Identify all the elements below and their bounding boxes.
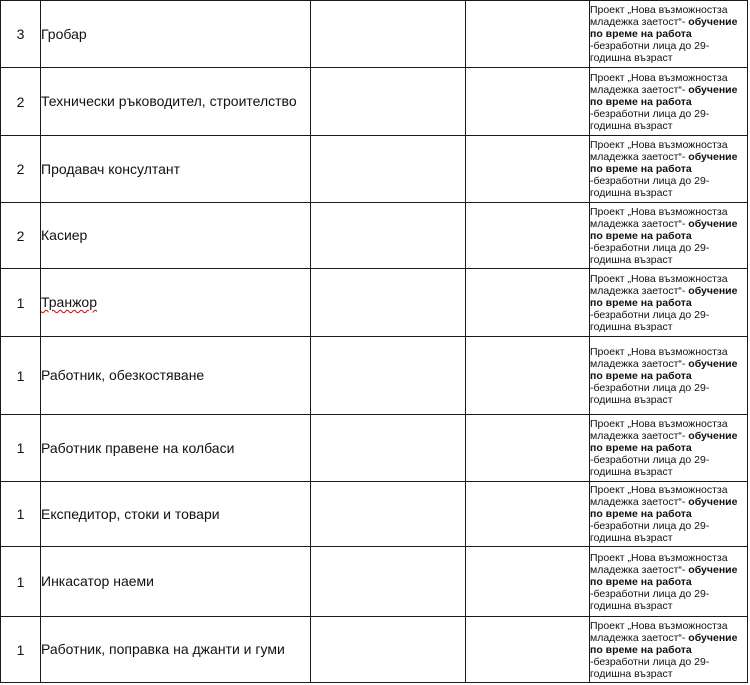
positions-count: 2 <box>1 68 41 136</box>
empty-cell <box>466 617 590 683</box>
positions-count: 1 <box>1 547 41 617</box>
table-row <box>1 136 748 203</box>
program-note <box>590 269 748 337</box>
empty-cell <box>466 415 590 482</box>
note-text: Проект „Нова възможностза младежка заетост“- <box>590 345 728 370</box>
note-bold-text: обучение по време на работа <box>590 563 738 588</box>
job-title: Гробар <box>41 1 311 68</box>
program-note <box>590 203 748 269</box>
note-bold-text: обучение по време на работа <box>590 496 738 520</box>
note-bold-text: обучение по време на работа <box>590 430 738 454</box>
positions-count: 1 <box>1 482 41 547</box>
note-text: -безработни лица до 29-годишна възраст <box>590 454 710 478</box>
empty-cell <box>311 269 466 337</box>
note-text: -безработни лица до 29-годишна възраст <box>590 381 710 406</box>
program-note <box>590 1 748 68</box>
empty-cell <box>466 269 590 337</box>
note-bold-text: обучение по време на работа <box>590 16 738 40</box>
positions-count: 1 <box>1 617 41 683</box>
table-row <box>1 547 748 617</box>
empty-cell <box>466 203 590 269</box>
job-title: Работник, поправка на джанти и гуми <box>41 617 311 683</box>
note-text: Проект „Нова възможностза младежка заетост“- <box>590 139 728 163</box>
table-row <box>1 1 748 68</box>
empty-cell <box>311 482 466 547</box>
note-text: Проект „Нова възможностза младежка заетост“- <box>590 418 728 442</box>
note-bold-text: обучение по време на работа <box>590 151 738 175</box>
job-title: Технически ръководител, строителство <box>41 68 311 136</box>
empty-cell <box>466 337 590 415</box>
note-text: -безработни лица до 29-годишна възраст <box>590 308 710 333</box>
note-text: Проект „Нова възможностза младежка заетост“- <box>590 272 728 297</box>
program-note <box>590 482 748 547</box>
positions-count: 1 <box>1 415 41 482</box>
empty-cell <box>466 136 590 203</box>
empty-cell <box>466 68 590 136</box>
empty-cell <box>466 1 590 68</box>
table-row <box>1 415 748 482</box>
job-title: Касиер <box>41 203 311 269</box>
empty-cell <box>311 617 466 683</box>
empty-cell <box>466 547 590 617</box>
positions-count: 2 <box>1 203 41 269</box>
note-text: Проект „Нова възможностза младежка заетост“- <box>590 4 728 28</box>
job-title: Продавач консултант <box>41 136 311 203</box>
positions-count: 2 <box>1 136 41 203</box>
job-title: Работник правене на колбаси <box>41 415 311 482</box>
note-text: Проект „Нова възможностза младежка заетост“- <box>590 619 728 644</box>
empty-cell <box>311 415 466 482</box>
note-text: -безработни лица до 29-годишна възраст <box>590 587 710 612</box>
program-note <box>590 136 748 203</box>
empty-cell <box>466 482 590 547</box>
empty-cell <box>311 68 466 136</box>
empty-cell <box>311 337 466 415</box>
note-text: -безработни лица до 29-годишна възраст <box>590 175 710 199</box>
positions-count: 1 <box>1 269 41 337</box>
note-text: -безработни лица до 29-годишна възраст <box>590 655 710 680</box>
empty-cell <box>311 547 466 617</box>
note-bold-text: обучение по време на работа <box>590 284 738 309</box>
table-row <box>1 337 748 415</box>
note-bold-text: обучение по време на работа <box>590 631 738 656</box>
table-row <box>1 482 748 547</box>
table-row <box>1 617 748 683</box>
positions-count: 1 <box>1 337 41 415</box>
empty-cell <box>311 1 466 68</box>
note-text: Проект „Нова възможностза младежка заетост“- <box>590 71 728 96</box>
program-note <box>590 68 748 136</box>
job-title: Работник, обезкостяване <box>41 337 311 415</box>
empty-cell <box>311 136 466 203</box>
positions-count: 3 <box>1 1 41 68</box>
note-text: Проект „Нова възможностза младежка заетост“- <box>590 484 728 508</box>
note-text: -безработни лица до 29-годишна възраст <box>590 107 710 132</box>
note-text: -безработни лица до 29-годишна възраст <box>590 520 710 544</box>
note-text: -безработни лица до 29-годишна възраст <box>590 241 710 266</box>
table-row <box>1 203 748 269</box>
table-row <box>1 68 748 136</box>
program-note <box>590 547 748 617</box>
table-row <box>1 269 748 337</box>
note-text: Проект „Нова възможностза младежка заетост“- <box>590 551 728 576</box>
program-note <box>590 415 748 482</box>
job-title-text: Транжор <box>41 294 98 310</box>
empty-cell <box>311 203 466 269</box>
note-text: Проект „Нова възможностза младежка заетост“- <box>590 205 728 230</box>
program-note <box>590 617 748 683</box>
note-bold-text: обучение по време на работа <box>590 83 738 108</box>
job-title <box>41 269 311 337</box>
job-title: Инкасатор наеми <box>41 547 311 617</box>
job-title: Експедитор, стоки и товари <box>41 482 311 547</box>
note-bold-text: обучение по време на работа <box>590 217 738 242</box>
note-bold-text: обучение по време на работа <box>590 357 738 382</box>
note-text: -безработни лица до 29-годишна възраст <box>590 40 710 64</box>
program-note <box>590 337 748 415</box>
